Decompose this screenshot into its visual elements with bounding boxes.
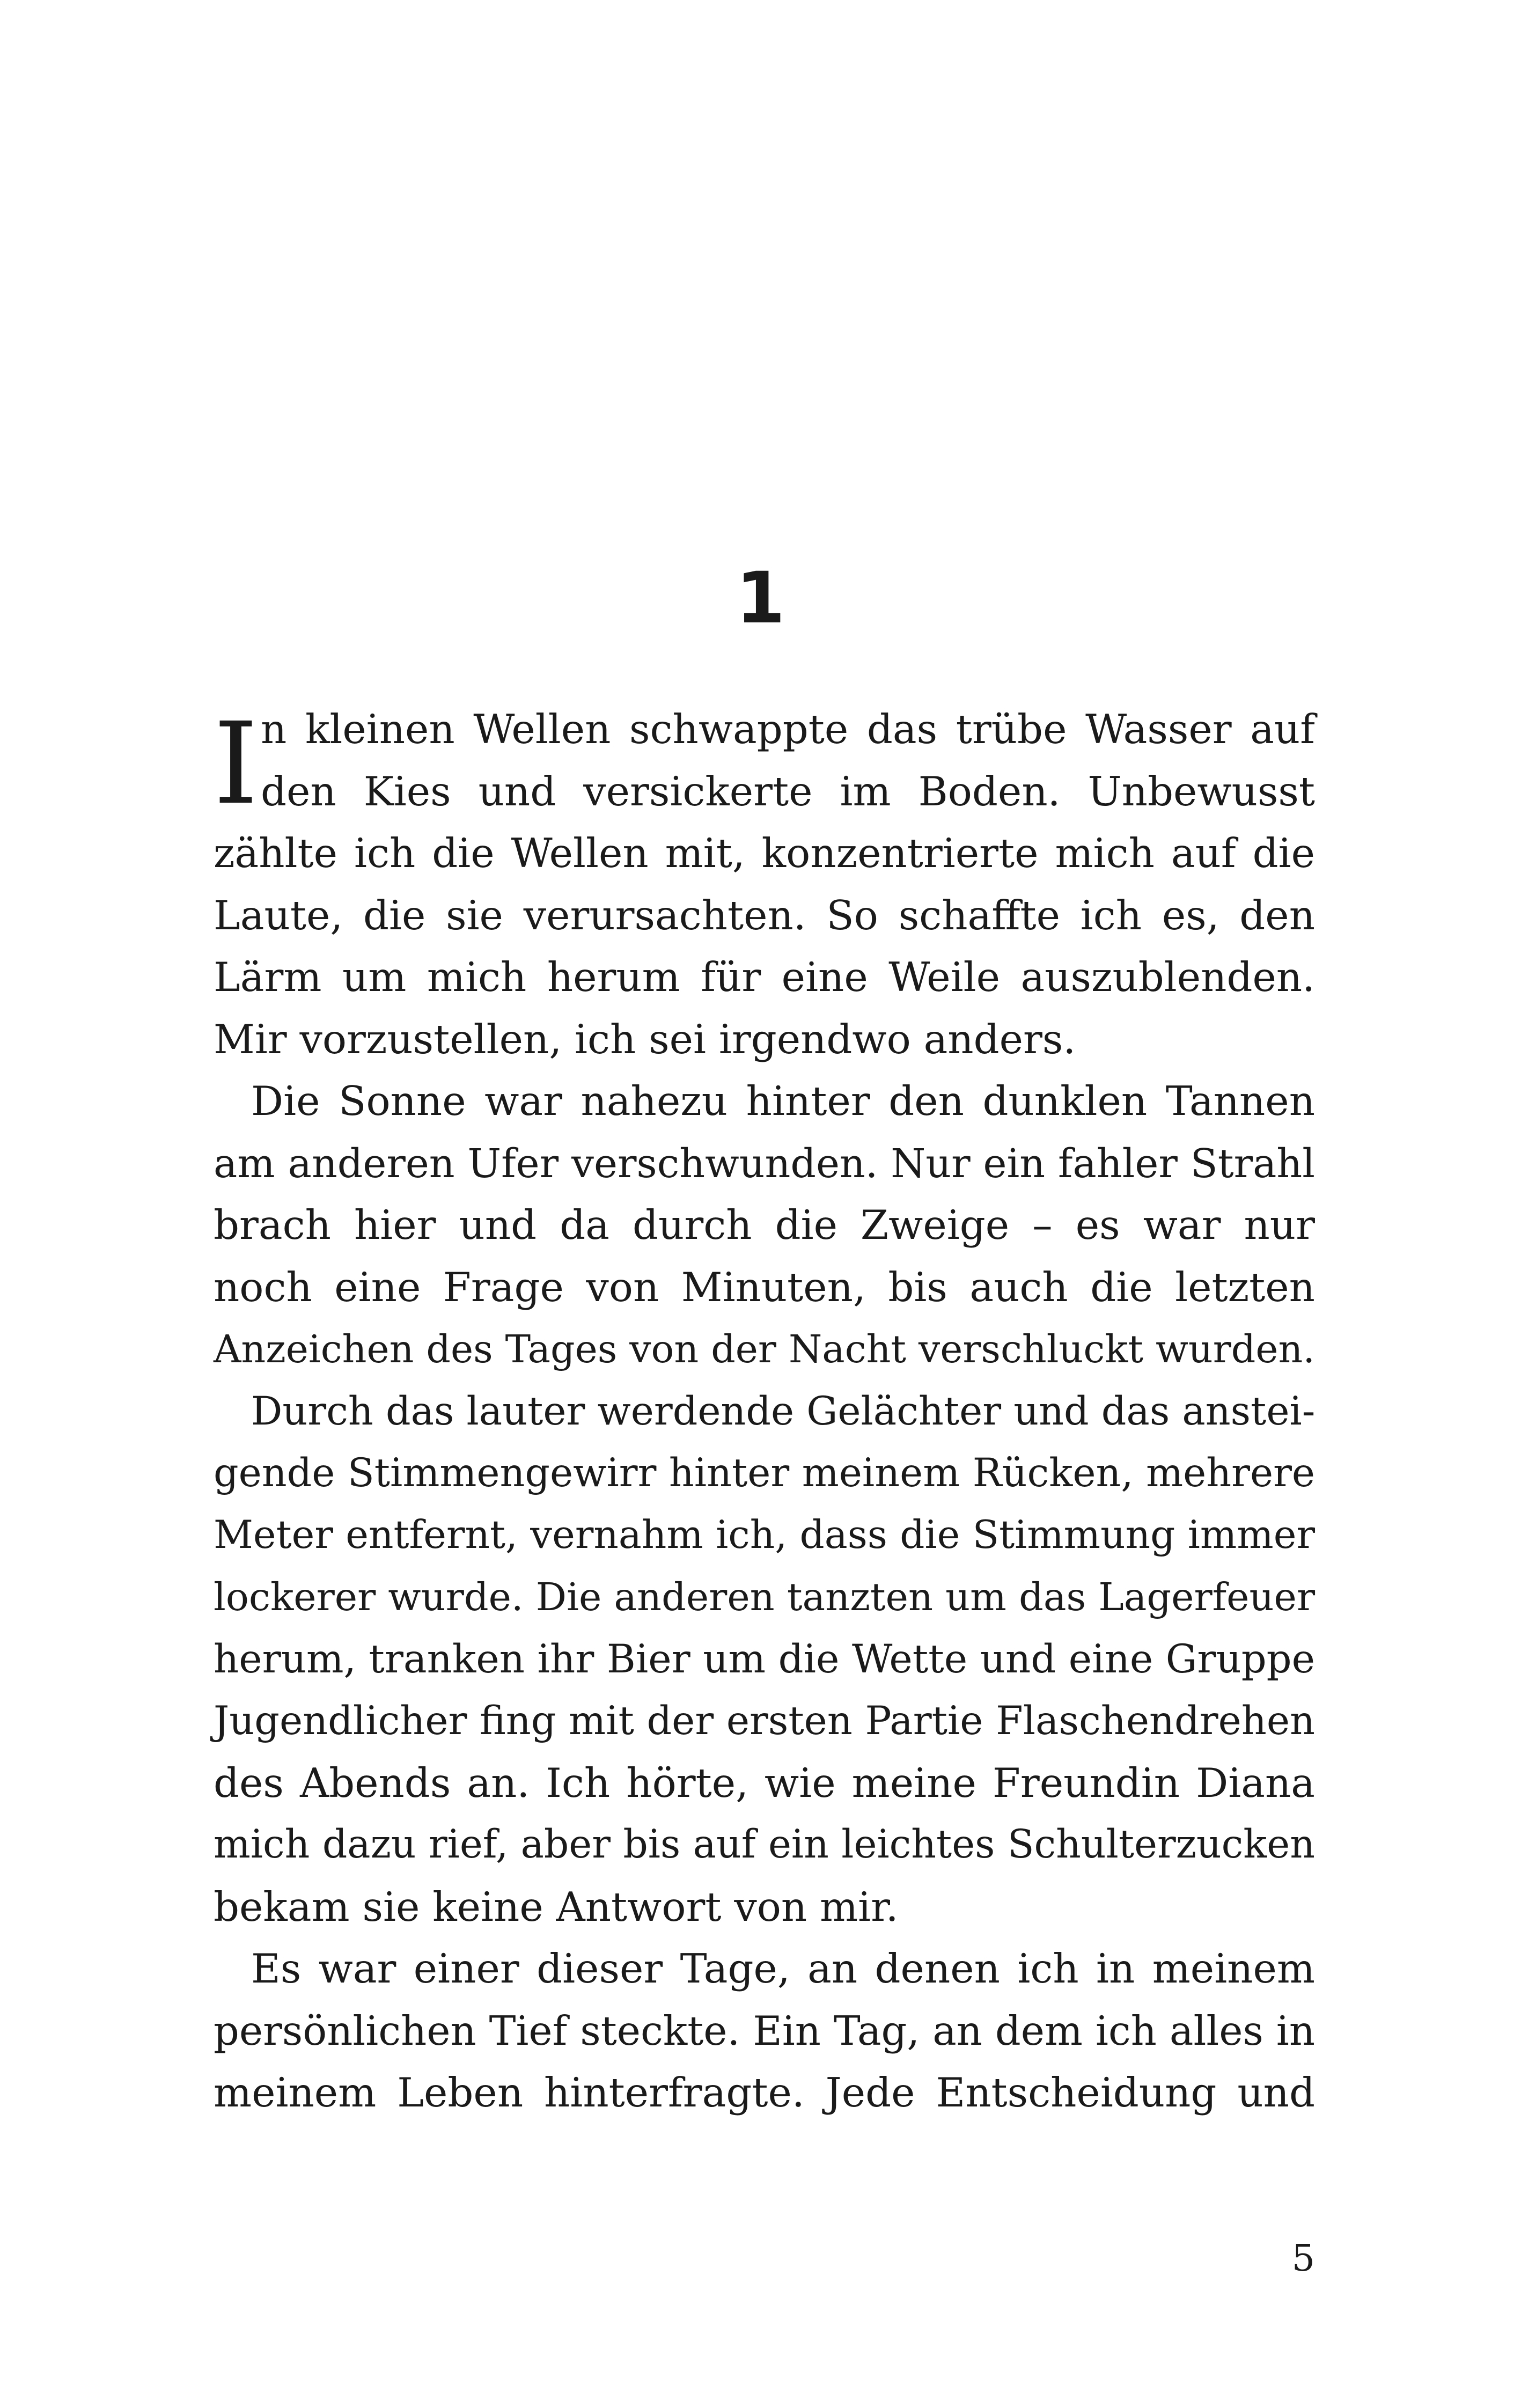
text-line: mich dazu rief, aber bis auf ein leichtes Schulterzucken: [214, 1822, 1315, 1867]
text-line: Laute, die sie verursachten. So schaffte ich es, den: [214, 891, 1315, 939]
chapter-number: 1: [736, 557, 785, 640]
text-line: am anderen Ufer verschwunden. Nur ein fahler Strahl: [214, 1140, 1315, 1187]
body-text: [214, 699, 1315, 2124]
text-line: Die Sonne war nahezu hinter den dunklen Tannen: [251, 1077, 1315, 1125]
text-line: meinem Leben hinterfragte. Jede Entscheidung und: [214, 2069, 1315, 2116]
text-line: gende Stimmengewirr hinter meinem Rücken, mehrere: [214, 1450, 1315, 1496]
text-line: Jugendlicher fing mit der ersten Partie Flaschendrehen: [214, 1698, 1315, 1744]
text-line: den Kies und versickerte im Boden. Unbewusst: [261, 767, 1315, 815]
text-line: Mir vorzustellen, ich sei irgendwo anders.: [214, 1015, 1076, 1063]
text-line: n kleinen Wellen schwappte das trübe Wasser auf: [261, 706, 1315, 753]
paragraph: [214, 699, 1315, 1070]
text-line: lockerer wurde. Die anderen tanzten um das Lagerfeuer: [214, 1575, 1315, 1619]
text-line: Es war einer dieser Tage, an denen ich in meinem: [251, 1945, 1315, 1992]
drop-cap: I: [214, 698, 258, 829]
page-number: 5: [1291, 2237, 1315, 2280]
paragraph: [214, 1938, 1315, 2124]
text-line: Meter entfernt, vernahm ich, dass die Stimmung immer: [214, 1512, 1315, 1558]
text-line: brach hier und da durch die Zweige – es war nur: [214, 1201, 1315, 1249]
text-line: bekam sie keine Antwort von mir.: [214, 1883, 899, 1930]
text-line: zählte ich die Wellen mit, konzentrierte mich auf die: [214, 829, 1315, 877]
paragraph: [214, 1070, 1315, 1381]
text-line: Durch das lauter werdende Gelächter und das anstei-: [251, 1388, 1316, 1434]
text-line: noch eine Frage von Minuten, bis auch die letzten: [214, 1263, 1315, 1311]
text-line: herum, tranken ihr Bier um die Wette und eine Gruppe: [214, 1636, 1315, 1682]
text-line: Anzeichen des Tages von der Nacht verschluckt wurden.: [214, 1327, 1315, 1371]
text-line: persönlichen Tief steckte. Ein Tag, an dem ich alles in: [214, 2007, 1315, 2054]
paragraph: [214, 1381, 1315, 1939]
text-line: des Abends an. Ich hörte, wie meine Freundin Diana: [214, 1759, 1315, 1807]
text-line: Lärm um mich herum für eine Weile auszublenden.: [214, 953, 1315, 1001]
